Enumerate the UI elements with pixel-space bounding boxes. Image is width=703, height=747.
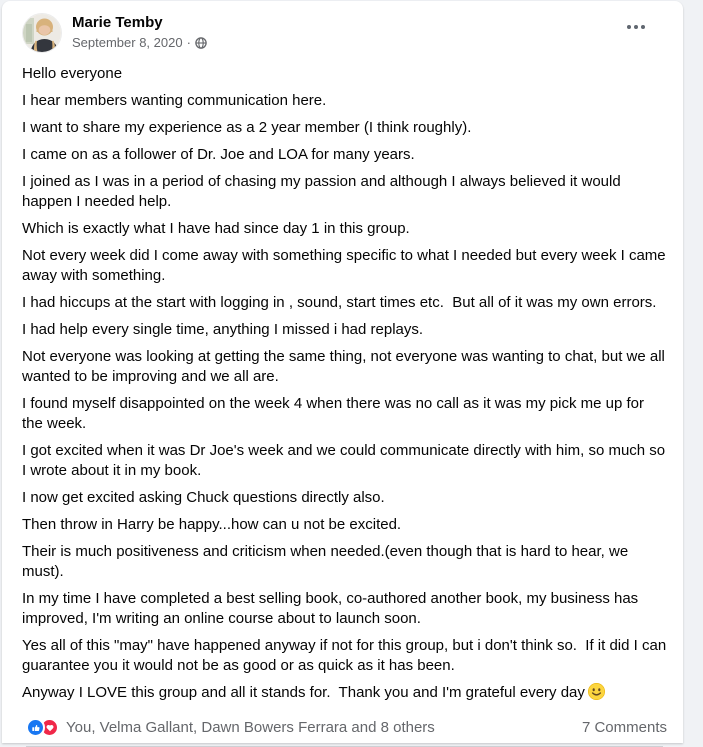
post-paragraph: I now get excited asking Chuck questions directly also. — [22, 489, 385, 506]
author-avatar[interactable] — [22, 13, 62, 53]
post-paragraph-text: Anyway I LOVE this group and all it stands for. Thank you and I'm grateful every day — [22, 684, 585, 701]
post-paragraph: I had help every single time, anything I missed i had replays. — [22, 321, 424, 338]
post-paragraph: I found myself disappointed on the week 4 when there was no call as it was my pick me up for the week. — [22, 395, 649, 432]
post-header — [22, 13, 667, 53]
avatar-photo-icon — [23, 14, 61, 53]
post-paragraph: I want to share my experience as a 2 year member (I think roughly). — [22, 119, 472, 136]
post-text — [22, 64, 671, 706]
like-reaction-icon[interactable] — [26, 718, 45, 737]
post-timestamp-link[interactable] — [72, 35, 207, 51]
timestamp-text: September 8, 2020 — [72, 35, 183, 50]
globe-audience-icon — [195, 37, 207, 49]
header-meta — [72, 13, 207, 51]
reaction-summary-link[interactable]: You, Velma Gallant, Dawn Bowers Ferrara and 8 others — [66, 719, 582, 736]
dot-separator: · — [186, 35, 191, 50]
post-engagement-bar — [22, 713, 667, 746]
post-paragraph: Not everyone was looking at getting the same thing, not everyone was wanting to chat, but we all wanted to be improving and we all are. — [22, 348, 670, 385]
post-paragraph: In my time I have completed a best selling book, co-authored another book, my business has improved, I'm writing an online course about to launch soon. — [22, 590, 643, 627]
post-paragraph: I came on as a follower of Dr. Joe and LOA for many years. — [22, 146, 415, 163]
comments-count-link[interactable]: 7 Comments — [581, 719, 667, 736]
post-paragraph: Hello everyone — [22, 65, 123, 82]
post-paragraph: Which is exactly what I have had since day 1 in this group. — [22, 220, 410, 237]
post-paragraph: I hear members wanting communication here. — [22, 92, 327, 109]
author-name-link[interactable]: Marie Temby — [72, 14, 163, 31]
post-paragraph: Their is much positiveness and criticism when needed.(even though that is hard to hear, we must). — [22, 543, 633, 580]
post-options-button[interactable] — [619, 17, 653, 37]
reaction-icons — [26, 718, 59, 737]
post-paragraph: I joined as I was in a period of chasing my passion and although I always believed it would happen I needed help. — [22, 173, 625, 210]
post-paragraph: Yes all of this "may" have happened anyway if not for this group, but i don't think so. If it did I can guarantee you it would not be as good or as quick as it has been. — [22, 637, 671, 674]
post-paragraph: I got excited when it was Dr Joe's week and we could communicate directly with him, so much so I wrote about it in my book. — [22, 442, 670, 479]
post-paragraph: I had hiccups at the start with logging in , sound, start times etc. But all of it was my own errors. — [22, 294, 657, 311]
post-paragraph: Not every week did I come away with something specific to what I needed but every week I came away with something. — [22, 247, 670, 284]
post-card — [2, 1, 683, 743]
post-paragraph — [22, 683, 667, 706]
post-paragraph: Then throw in Harry be happy...how can u not be excited. — [22, 516, 402, 533]
smiling-face-emoji-icon — [588, 683, 605, 706]
ellipsis-icon — [627, 25, 645, 29]
